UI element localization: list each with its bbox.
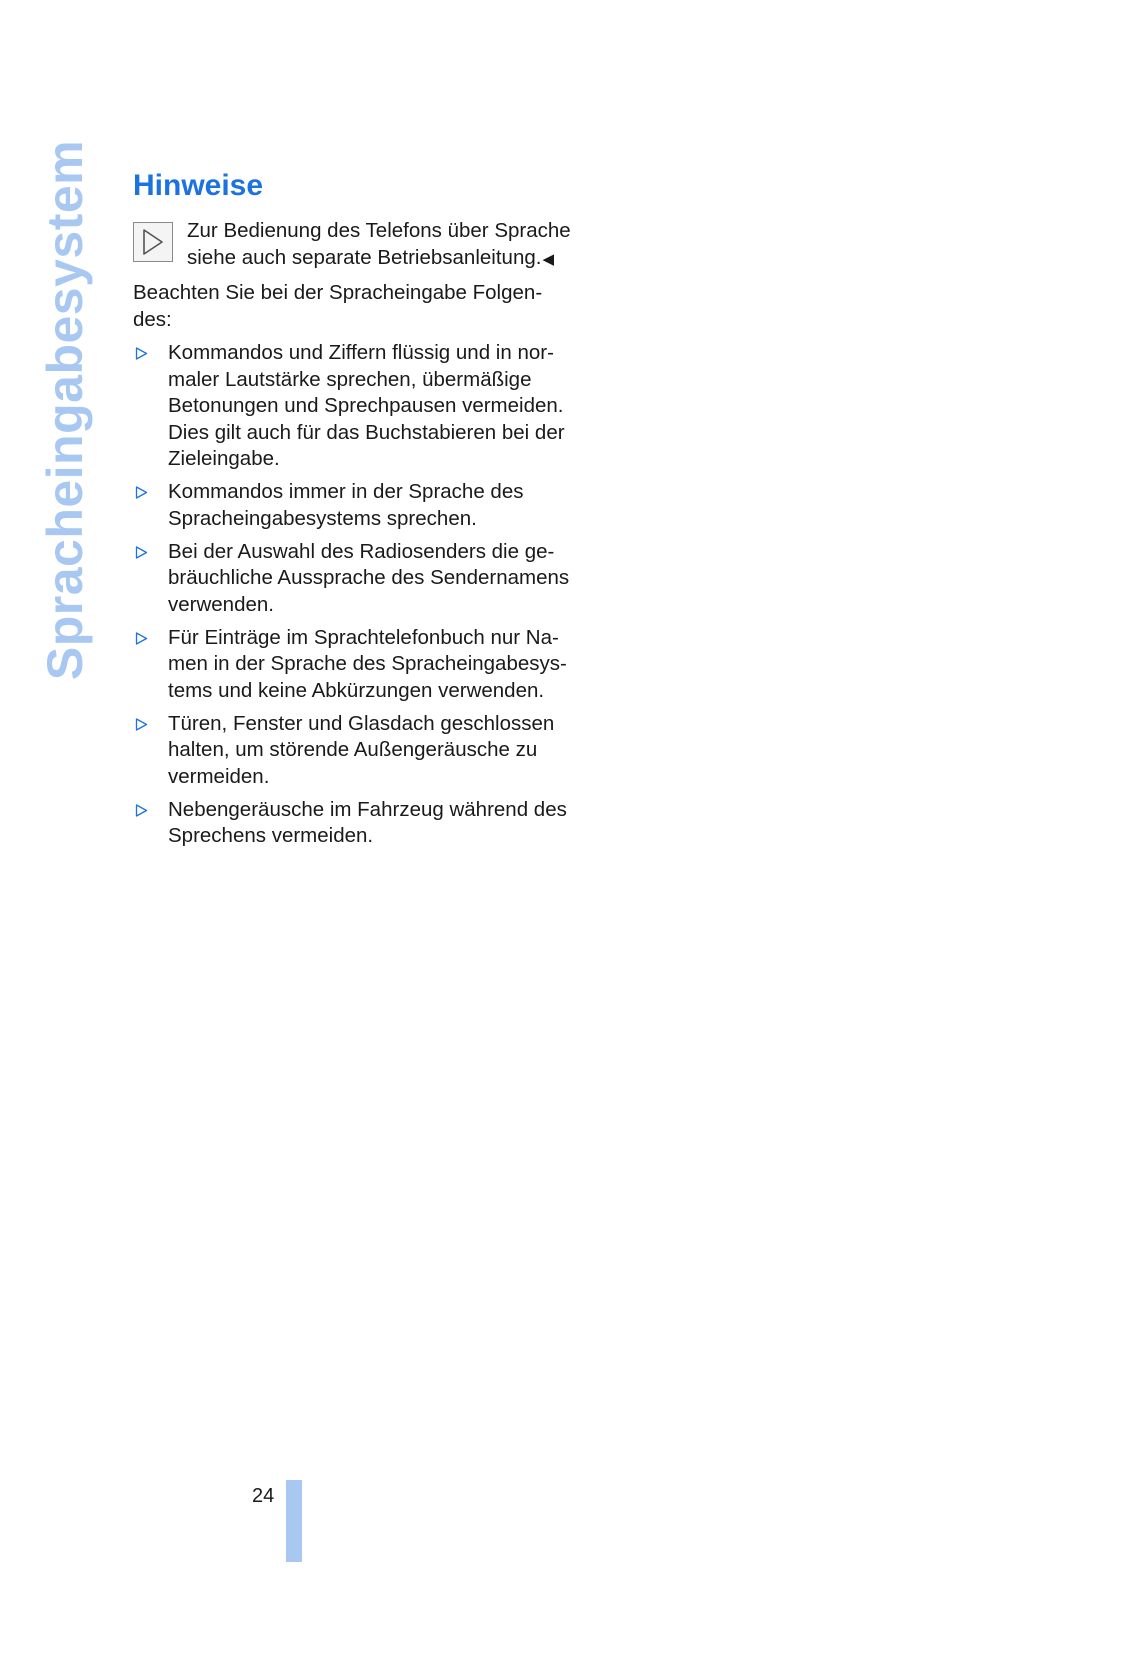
intro-paragraph: Beachten Sie bei der Spracheingabe Folgendes: — [133, 281, 543, 331]
side-section-title-text: Spracheingabesystem — [37, 139, 94, 681]
play-triangle-icon — [133, 222, 173, 262]
page-number: 24 — [252, 1485, 275, 1507]
list-item — [133, 479, 573, 532]
list-item — [133, 625, 573, 705]
bullet-triangle-icon — [135, 546, 148, 559]
bullet-triangle-icon — [135, 718, 148, 731]
list-item — [133, 340, 573, 473]
bullet-triangle-icon — [135, 486, 148, 499]
list-item-text: Kommandos und Ziffern flüssig und in normaler Lautstärke sprechen, übermäßige Betonungen und Sprechpausen vermeiden. Dies gilt auch für das Buchstabieren bei der Zieleingabe. — [168, 341, 565, 470]
list-item-text: Türen, Fenster und Glasdach geschlossen halten, um störende Außengeräusche zu vermeiden. — [168, 711, 555, 788]
list-item-text: Für Einträge im Sprachtelefonbuch nur Namen in der Sprache des Spracheingabesystems und keine Abkürzungen verwenden. — [168, 625, 567, 702]
main-content — [133, 168, 573, 856]
list-item-text: Kommandos immer in der Sprache des Spracheingabesystems sprechen. — [168, 480, 524, 530]
list-item-text: Nebengeräusche im Fahrzeug während des Sprechens vermeiden. — [168, 797, 567, 847]
note-block — [133, 218, 573, 273]
bullet-triangle-icon — [135, 347, 148, 360]
list-item — [133, 539, 573, 619]
page-marker-bar — [286, 1480, 302, 1562]
end-mark-icon: ◀ — [542, 250, 554, 268]
list-item — [133, 797, 573, 850]
bullet-triangle-icon — [135, 804, 148, 817]
bullet-triangle-icon — [135, 632, 148, 645]
note-text: Zur Bedienung des Telefons über Sprache siehe auch separate Betriebsanleitung. — [187, 219, 571, 269]
list-item-text: Bei der Auswahl des Radiosenders die gebräuchliche Aussprache des Sendernamens verwenden. — [168, 539, 570, 616]
section-heading: Hinweise — [133, 169, 264, 202]
bullet-list — [133, 340, 573, 850]
side-section-title — [20, 139, 110, 681]
list-item — [133, 711, 573, 791]
